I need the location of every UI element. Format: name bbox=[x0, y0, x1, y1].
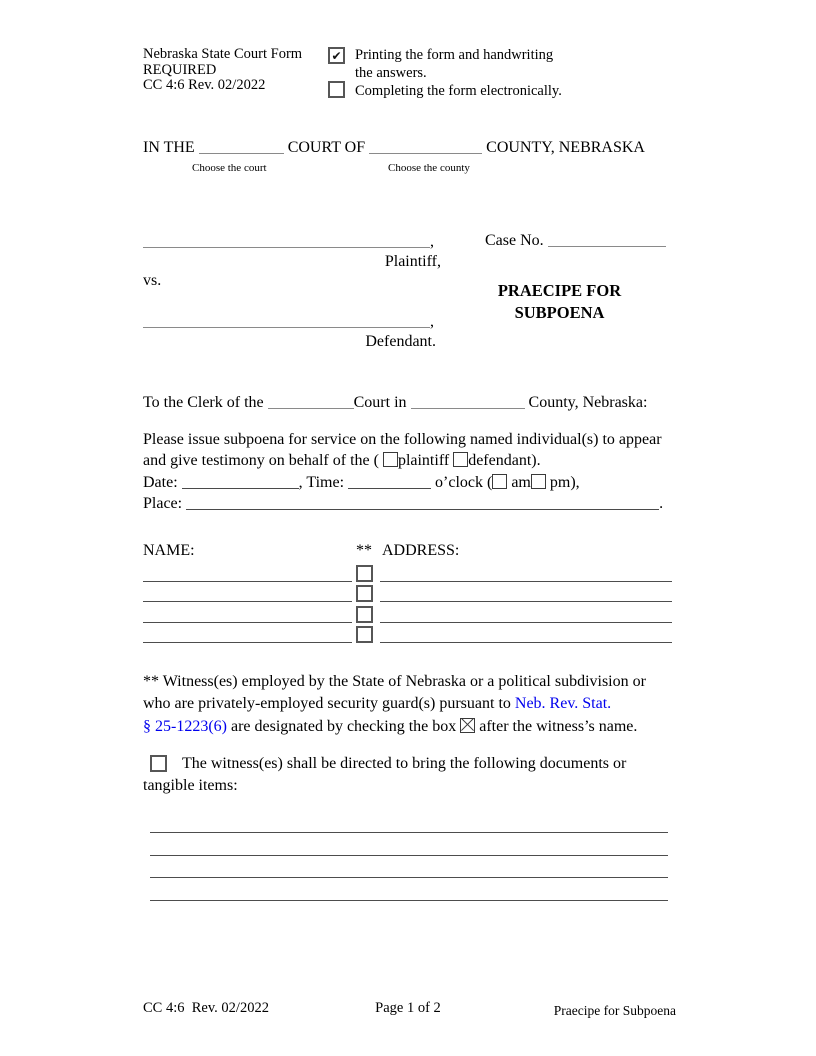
defendant-checkbox[interactable] bbox=[453, 452, 468, 467]
witness-name-line[interactable] bbox=[143, 622, 352, 644]
documents-line2: tangible items: bbox=[143, 777, 238, 794]
footer-page-number: Page 1 of 2 bbox=[375, 1000, 441, 1016]
plaintiff-option-label: plaintiff bbox=[397, 452, 450, 470]
address-header-stars: ** bbox=[356, 542, 372, 559]
request-paragraph bbox=[143, 429, 681, 515]
place-blank[interactable] bbox=[186, 507, 659, 510]
place-label: Place: bbox=[143, 495, 183, 513]
document-item-line[interactable] bbox=[150, 833, 668, 855]
date-label: Date: bbox=[143, 473, 178, 491]
defendant-option-label: defendant). bbox=[468, 452, 541, 470]
printing-mode-label-line1: Printing the form and handwriting bbox=[355, 47, 554, 63]
checked-box-example-icon bbox=[460, 718, 475, 733]
printing-mode-label-line2: the answers. bbox=[355, 64, 427, 81]
choose-county-hint: Choose the county bbox=[388, 162, 470, 174]
document-item-lines bbox=[150, 811, 668, 901]
witness-row bbox=[143, 602, 672, 623]
plaintiff-name-line[interactable] bbox=[143, 245, 430, 248]
statute-note-line3-end: after the witness’s name. bbox=[479, 717, 638, 735]
witness-row bbox=[143, 623, 672, 644]
heading-in-the: IN THE bbox=[143, 139, 195, 156]
clerk-court-blank[interactable] bbox=[268, 406, 354, 409]
court-heading bbox=[143, 139, 703, 157]
date-blank[interactable] bbox=[182, 486, 299, 489]
document-item-line[interactable] bbox=[150, 878, 668, 900]
documents-checkbox[interactable] bbox=[150, 755, 167, 772]
choose-court-hint: Choose the court bbox=[192, 162, 267, 174]
footer-form-title: Praecipe for Subpoena bbox=[553, 1003, 676, 1018]
statute-note-line1: ** Witness(es) employed by the State of Nebraska or a political subdivision or bbox=[143, 673, 646, 690]
place-period: . bbox=[659, 495, 664, 513]
form-id-line1: Nebraska State Court Form bbox=[143, 46, 303, 62]
form-title bbox=[462, 280, 657, 323]
witness-name-line[interactable] bbox=[143, 581, 352, 603]
document-item-line[interactable] bbox=[150, 856, 668, 878]
printing-mode-checkbox[interactable] bbox=[328, 47, 345, 64]
heading-county-nebraska: COUNTY, NEBRASKA bbox=[486, 139, 645, 156]
vs-label: vs. bbox=[143, 272, 162, 289]
clerk-county-blank[interactable] bbox=[411, 406, 525, 409]
footer-form-number: CC 4:6 Rev. 02/2022 bbox=[143, 1000, 269, 1016]
statute-link-1[interactable]: Neb. Rev. Stat. bbox=[514, 695, 612, 713]
case-number-row bbox=[485, 232, 666, 250]
case-no-label: Case No. bbox=[485, 232, 544, 249]
pm-checkbox[interactable] bbox=[531, 474, 546, 489]
electronic-mode-label: Completing the form electronically. bbox=[355, 83, 562, 99]
clerk-address-line bbox=[143, 394, 647, 412]
statute-note-line2 bbox=[143, 693, 691, 715]
statute-note-line3 bbox=[143, 716, 691, 738]
witness-address-line[interactable] bbox=[380, 622, 672, 644]
witness-row bbox=[143, 561, 672, 582]
request-line1: Please issue subpoena for service on the following named individual(s) to appear bbox=[143, 431, 662, 448]
place-line bbox=[143, 493, 681, 514]
form-id-line3: CC 4:6 Rev. 02/2022 bbox=[143, 77, 266, 94]
statute-link-2[interactable]: § 25-1223(6) bbox=[143, 717, 227, 735]
address-column-header: ADDRESS: bbox=[382, 542, 460, 559]
witness-row bbox=[143, 582, 672, 603]
clerk-court-in: Court in bbox=[353, 394, 407, 411]
clerk-suffix: County, Nebraska: bbox=[528, 394, 648, 411]
plaintiff-checkbox[interactable] bbox=[383, 452, 398, 467]
clerk-prefix: To the Clerk of the bbox=[143, 394, 264, 411]
pm-label: pm), bbox=[549, 473, 580, 491]
form-title-line1: PRAECIPE FOR bbox=[497, 281, 622, 300]
county-name-blank[interactable] bbox=[369, 151, 482, 154]
oclock-label: o’clock ( bbox=[435, 473, 493, 491]
time-blank[interactable] bbox=[348, 486, 431, 489]
form-id-line2: REQUIRED bbox=[143, 61, 217, 78]
court-name-blank[interactable] bbox=[199, 151, 284, 154]
document-item-line[interactable] bbox=[150, 811, 668, 833]
witness-name-line[interactable] bbox=[143, 601, 352, 623]
documents-line1: The witness(es) shall be directed to bring the following documents or bbox=[182, 755, 627, 772]
electronic-mode-checkbox[interactable] bbox=[328, 81, 345, 98]
plaintiff-comma: , bbox=[430, 233, 434, 250]
witness-address-line[interactable] bbox=[380, 560, 672, 582]
form-id-block bbox=[143, 47, 302, 94]
statute-note-line2-text: who are privately-employed security guard(s) pursuant to bbox=[143, 695, 511, 713]
printing-mode-label bbox=[355, 47, 605, 82]
designation-checkbox[interactable] bbox=[356, 626, 373, 643]
heading-court-of: COURT OF bbox=[287, 139, 366, 156]
witness-table bbox=[143, 561, 672, 643]
designation-checkbox[interactable] bbox=[356, 606, 373, 623]
date-time-line bbox=[143, 472, 681, 493]
defendant-label: Defendant. bbox=[365, 333, 436, 350]
request-line2 bbox=[143, 450, 681, 471]
defendant-name-row bbox=[143, 313, 434, 331]
defendant-name-line[interactable] bbox=[143, 325, 430, 328]
defendant-comma: , bbox=[430, 313, 434, 330]
time-label: , Time: bbox=[298, 473, 345, 491]
witness-address-line[interactable] bbox=[380, 601, 672, 623]
am-checkbox[interactable] bbox=[492, 474, 507, 489]
plaintiff-label: Plaintiff, bbox=[384, 253, 441, 270]
plaintiff-name-row bbox=[143, 233, 434, 251]
name-column-header: NAME: bbox=[143, 542, 195, 559]
witness-address-line[interactable] bbox=[380, 581, 672, 603]
designation-checkbox[interactable] bbox=[356, 585, 373, 602]
designation-checkbox[interactable] bbox=[356, 565, 373, 582]
am-label: am bbox=[511, 473, 531, 491]
case-number-line[interactable] bbox=[548, 244, 666, 247]
request-line2-prefix: and give testimony on behalf of the ( bbox=[143, 452, 379, 470]
witness-name-line[interactable] bbox=[143, 560, 352, 582]
statute-note-line3-mid: are designated by checking the box bbox=[230, 717, 457, 735]
form-title-line2: SUBPOENA bbox=[514, 302, 605, 322]
statute-note bbox=[143, 671, 691, 738]
